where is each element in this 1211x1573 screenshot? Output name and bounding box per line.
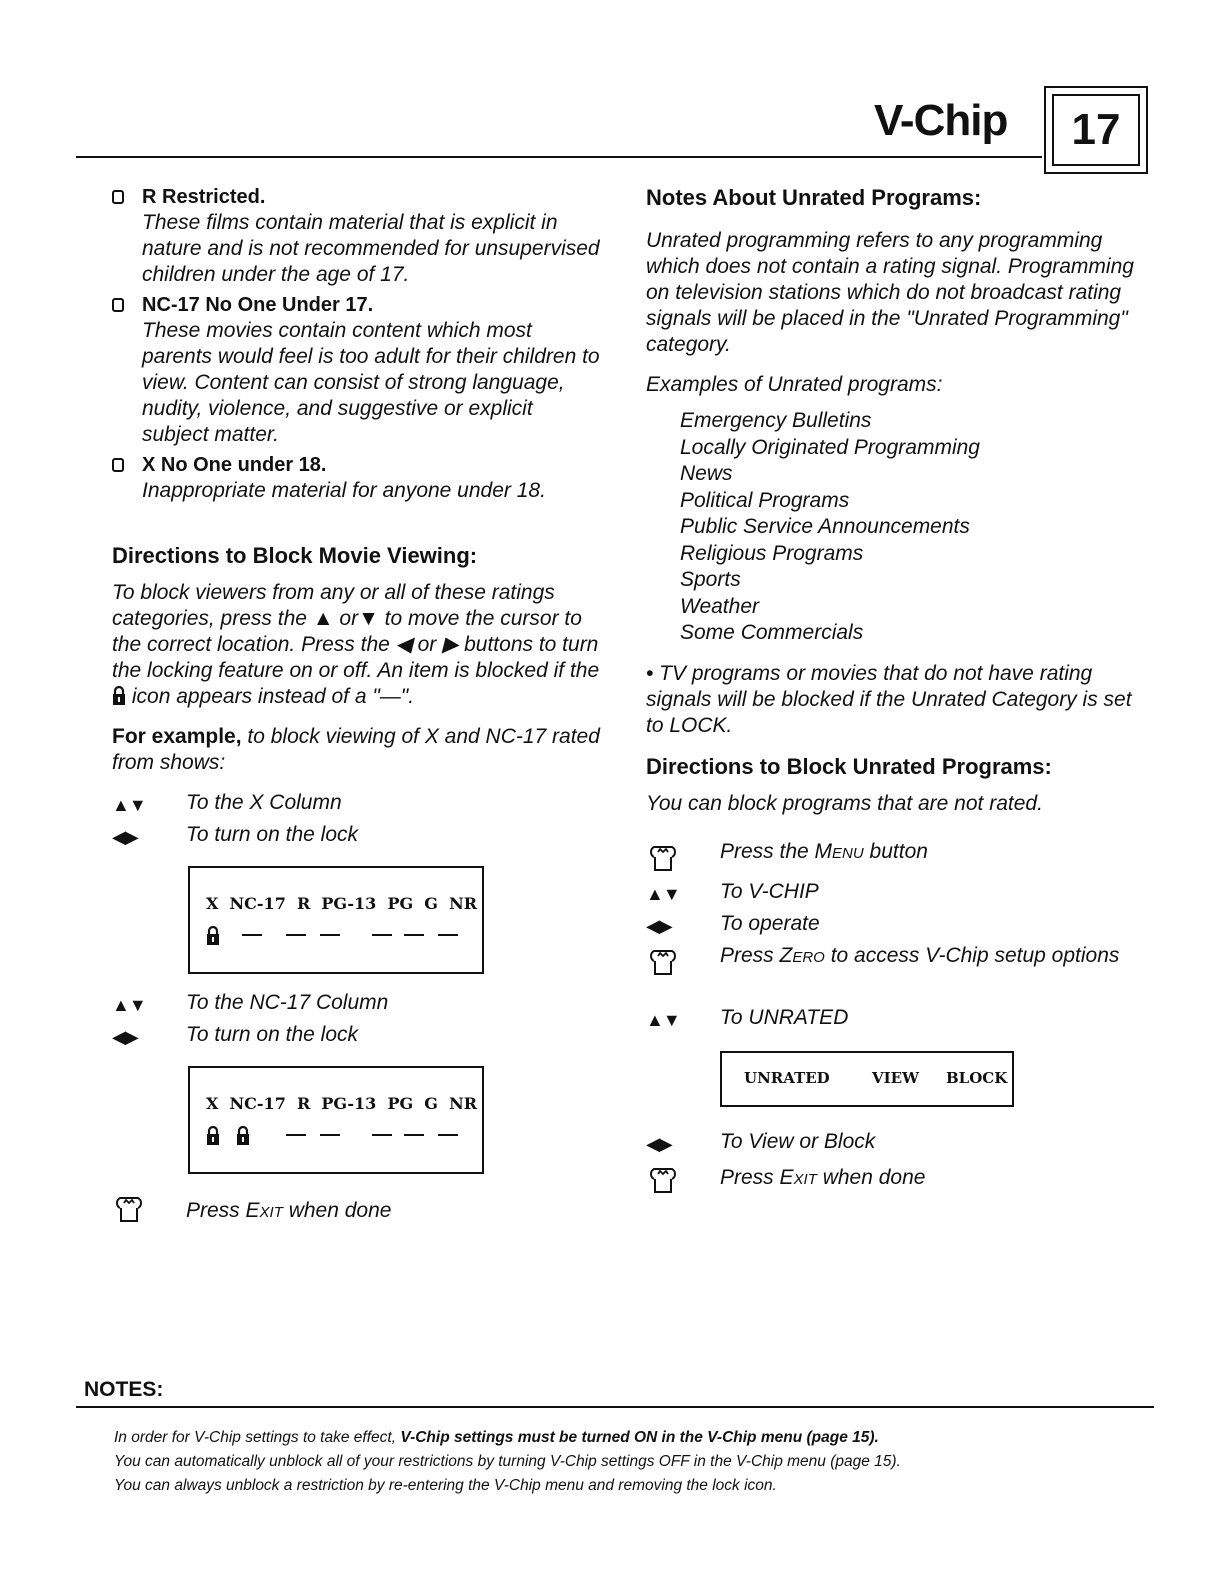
- unlocked-dash: [372, 1134, 392, 1136]
- rating-description: Inappropriate material for anyone under 18.: [142, 479, 546, 502]
- exit-key-label: Exit: [245, 1199, 283, 1222]
- right-column: [646, 184, 1136, 1193]
- up-down-arrows-icon: ▲▼: [112, 795, 146, 815]
- section-heading-unrated-block: Directions to Block Unrated Programs:: [646, 753, 1052, 779]
- left-right-arrows-icon: ◀▶: [112, 1027, 138, 1047]
- unlocked-dash: [320, 934, 340, 936]
- checkbox-icon: [112, 298, 124, 312]
- view-option: VIEW: [872, 1068, 919, 1087]
- checkbox-icon: [112, 458, 124, 472]
- example-intro: [112, 724, 602, 776]
- step-text: when done: [282, 1199, 392, 1222]
- note-line: [114, 1426, 1154, 1450]
- step-item: [646, 1161, 1136, 1193]
- list-item: Locally Originated Programming: [680, 435, 980, 459]
- rating-heading: NC-17 No One Under 17.: [142, 294, 374, 316]
- rating-description: These films contain material that is explicit in nature and is not recommended for unsupervised children under the age of 17.: [142, 211, 600, 286]
- step-text: Press the: [720, 839, 815, 863]
- step-item: [112, 990, 602, 1022]
- unlocked-dash: [242, 934, 262, 936]
- rating-r: [112, 184, 602, 288]
- example-text: to block viewing of X and NC-17 rated from shows:: [112, 725, 600, 774]
- step-item: [646, 911, 1136, 943]
- unlocked-dash: [286, 1134, 306, 1136]
- step-text: when done: [816, 1165, 926, 1189]
- menu-key-label: Menu: [814, 839, 864, 863]
- unlocked-dash: [438, 1134, 458, 1136]
- list-item: Religious Programs: [680, 541, 864, 565]
- lock-icon: [206, 926, 220, 946]
- left-right-arrows-icon: ◀▶: [112, 827, 138, 847]
- up-down-arrows-icon: ▲▼: [646, 883, 680, 904]
- rating-heading: R Restricted.: [142, 186, 266, 208]
- examples-intro: Examples of Unrated programs:: [646, 373, 943, 396]
- left-right-arrows-icon: ◀▶: [646, 915, 672, 936]
- rating-description: These movies contain content which most parents would feel is too adult for their children to view. Content can consist of strong language, nudity, violence, and suggestive or explicit subject matter.: [142, 319, 600, 446]
- list-item: Sports: [680, 568, 741, 591]
- step-text: To operate: [720, 911, 820, 935]
- rating-columns-label: X NC-17 R PG-13 PG G NR: [206, 894, 477, 913]
- list-item: News: [680, 462, 733, 485]
- example-label: For example,: [112, 725, 242, 748]
- remote-press-icon: [646, 1161, 680, 1195]
- step-text: To View or Block: [720, 1129, 876, 1153]
- vchip-screen-x-nc17-locked: [188, 1066, 484, 1174]
- checkbox-icon: [112, 190, 124, 204]
- up-down-arrows-icon: ▲▼: [112, 995, 146, 1015]
- up-down-arrows-icon: ▲▼: [646, 1009, 680, 1030]
- step-item: [646, 879, 1136, 911]
- page-number-box: [1044, 86, 1148, 174]
- notes-divider: [76, 1406, 1154, 1408]
- unlocked-dash: [286, 934, 306, 936]
- unlocked-dash: [320, 1134, 340, 1136]
- list-item: Political Programs: [680, 488, 850, 512]
- step-item: [112, 790, 602, 822]
- section-heading-movie-block: Directions to Block Movie Viewing:: [112, 543, 478, 568]
- block-option: BLOCK: [946, 1068, 1008, 1087]
- step-item: [112, 1190, 602, 1224]
- unrated-notes-text: Unrated programming refers to any programming which does not contain a rating signal. Programming on television stations which do not broadcast rating signals will be placed in the "Unrated Programming" category.: [646, 229, 1134, 356]
- vchip-screen-unrated: [720, 1051, 1014, 1107]
- note-line: You can automatically unblock all of your restrictions by turning V-Chip settings OFF in the V-Chip menu (page 15).: [114, 1453, 901, 1470]
- unlocked-dash: [372, 934, 392, 936]
- step-item: [646, 839, 1136, 879]
- left-right-arrows-icon: ◀▶: [646, 1133, 672, 1154]
- header-divider: [76, 156, 1042, 158]
- unlocked-dash: [438, 934, 458, 936]
- lock-markers: [202, 1126, 472, 1152]
- vchip-screen-x-locked: [188, 866, 484, 974]
- section-heading-unrated-notes: Notes About Unrated Programs:: [646, 185, 982, 210]
- lock-icon: [112, 686, 126, 706]
- page-title: V-Chip: [874, 96, 1008, 145]
- step-text: To UNRATED: [720, 1005, 849, 1029]
- lock-markers: [202, 926, 472, 952]
- lock-icon: [236, 1126, 250, 1146]
- instruction-text: icon appears instead of a "—".: [131, 685, 415, 708]
- notes-heading: NOTES:: [84, 1378, 164, 1401]
- step-item: [646, 1129, 1136, 1161]
- rating-heading: X No One under 18.: [142, 454, 327, 476]
- note-emphasis: V-Chip settings must be turned ON in the V-Chip menu (page 15).: [400, 1429, 879, 1446]
- note-line: You can always unblock a restriction by re-entering the V-Chip menu and removing the lock icon.: [114, 1477, 777, 1494]
- page-number: 17: [1052, 94, 1140, 166]
- unrated-bullet-note: • TV programs or movies that do not have rating signals will be blocked if the Unrated Category is set to LOCK.: [646, 661, 1132, 737]
- exit-key-label: Exit: [779, 1165, 817, 1189]
- list-item: Public Service Announcements: [680, 515, 970, 538]
- remote-press-icon: [112, 1190, 146, 1224]
- step-text: To the X Column: [186, 791, 342, 814]
- instruction-text: To block viewers from any or all of these ratings categories, press the ▲ or▼ to move the cursor to the correct location. Press the ◀ or ▶ buttons to turn the locking feature on or off. An item is blocked if the: [112, 581, 600, 682]
- step-text: Press: [720, 1165, 780, 1189]
- step-text: To turn on the lock: [186, 823, 358, 846]
- note-text: In order for V-Chip settings to take effect,: [114, 1429, 401, 1446]
- remote-press-icon: [646, 943, 680, 977]
- notes-list: [114, 1426, 1154, 1498]
- step-item: [646, 1005, 1136, 1037]
- rating-nc17: [112, 292, 602, 448]
- remote-press-icon: [646, 839, 680, 873]
- zero-key-label: Zero: [779, 943, 825, 967]
- rating-columns-label: X NC-17 R PG-13 PG G NR: [206, 1094, 477, 1113]
- step-item: [112, 822, 602, 854]
- step-text: To V-CHIP: [720, 879, 819, 903]
- unlocked-dash: [404, 934, 424, 936]
- step-text: to access V-Chip setup options: [824, 943, 1120, 967]
- list-item: Some Commercials: [680, 621, 864, 644]
- unrated-block-intro: You can block programs that are not rated.: [646, 791, 1043, 815]
- step-item: [112, 1022, 602, 1054]
- lock-icon: [206, 1126, 220, 1146]
- list-item: Emergency Bulletins: [680, 409, 872, 432]
- movie-block-instructions: [112, 580, 602, 710]
- unrated-examples-list: [646, 408, 1136, 647]
- list-item: Weather: [680, 594, 759, 618]
- left-column: [112, 184, 602, 1224]
- rating-x: [112, 452, 602, 504]
- unrated-label: UNRATED: [744, 1068, 830, 1087]
- step-text: Press: [186, 1199, 246, 1222]
- step-text: To the NC-17 Column: [186, 991, 389, 1014]
- step-text: button: [863, 839, 928, 863]
- unlocked-dash: [404, 1134, 424, 1136]
- step-text: Press: [720, 943, 780, 967]
- step-item: [646, 943, 1136, 1005]
- step-text: To turn on the lock: [186, 1023, 358, 1046]
